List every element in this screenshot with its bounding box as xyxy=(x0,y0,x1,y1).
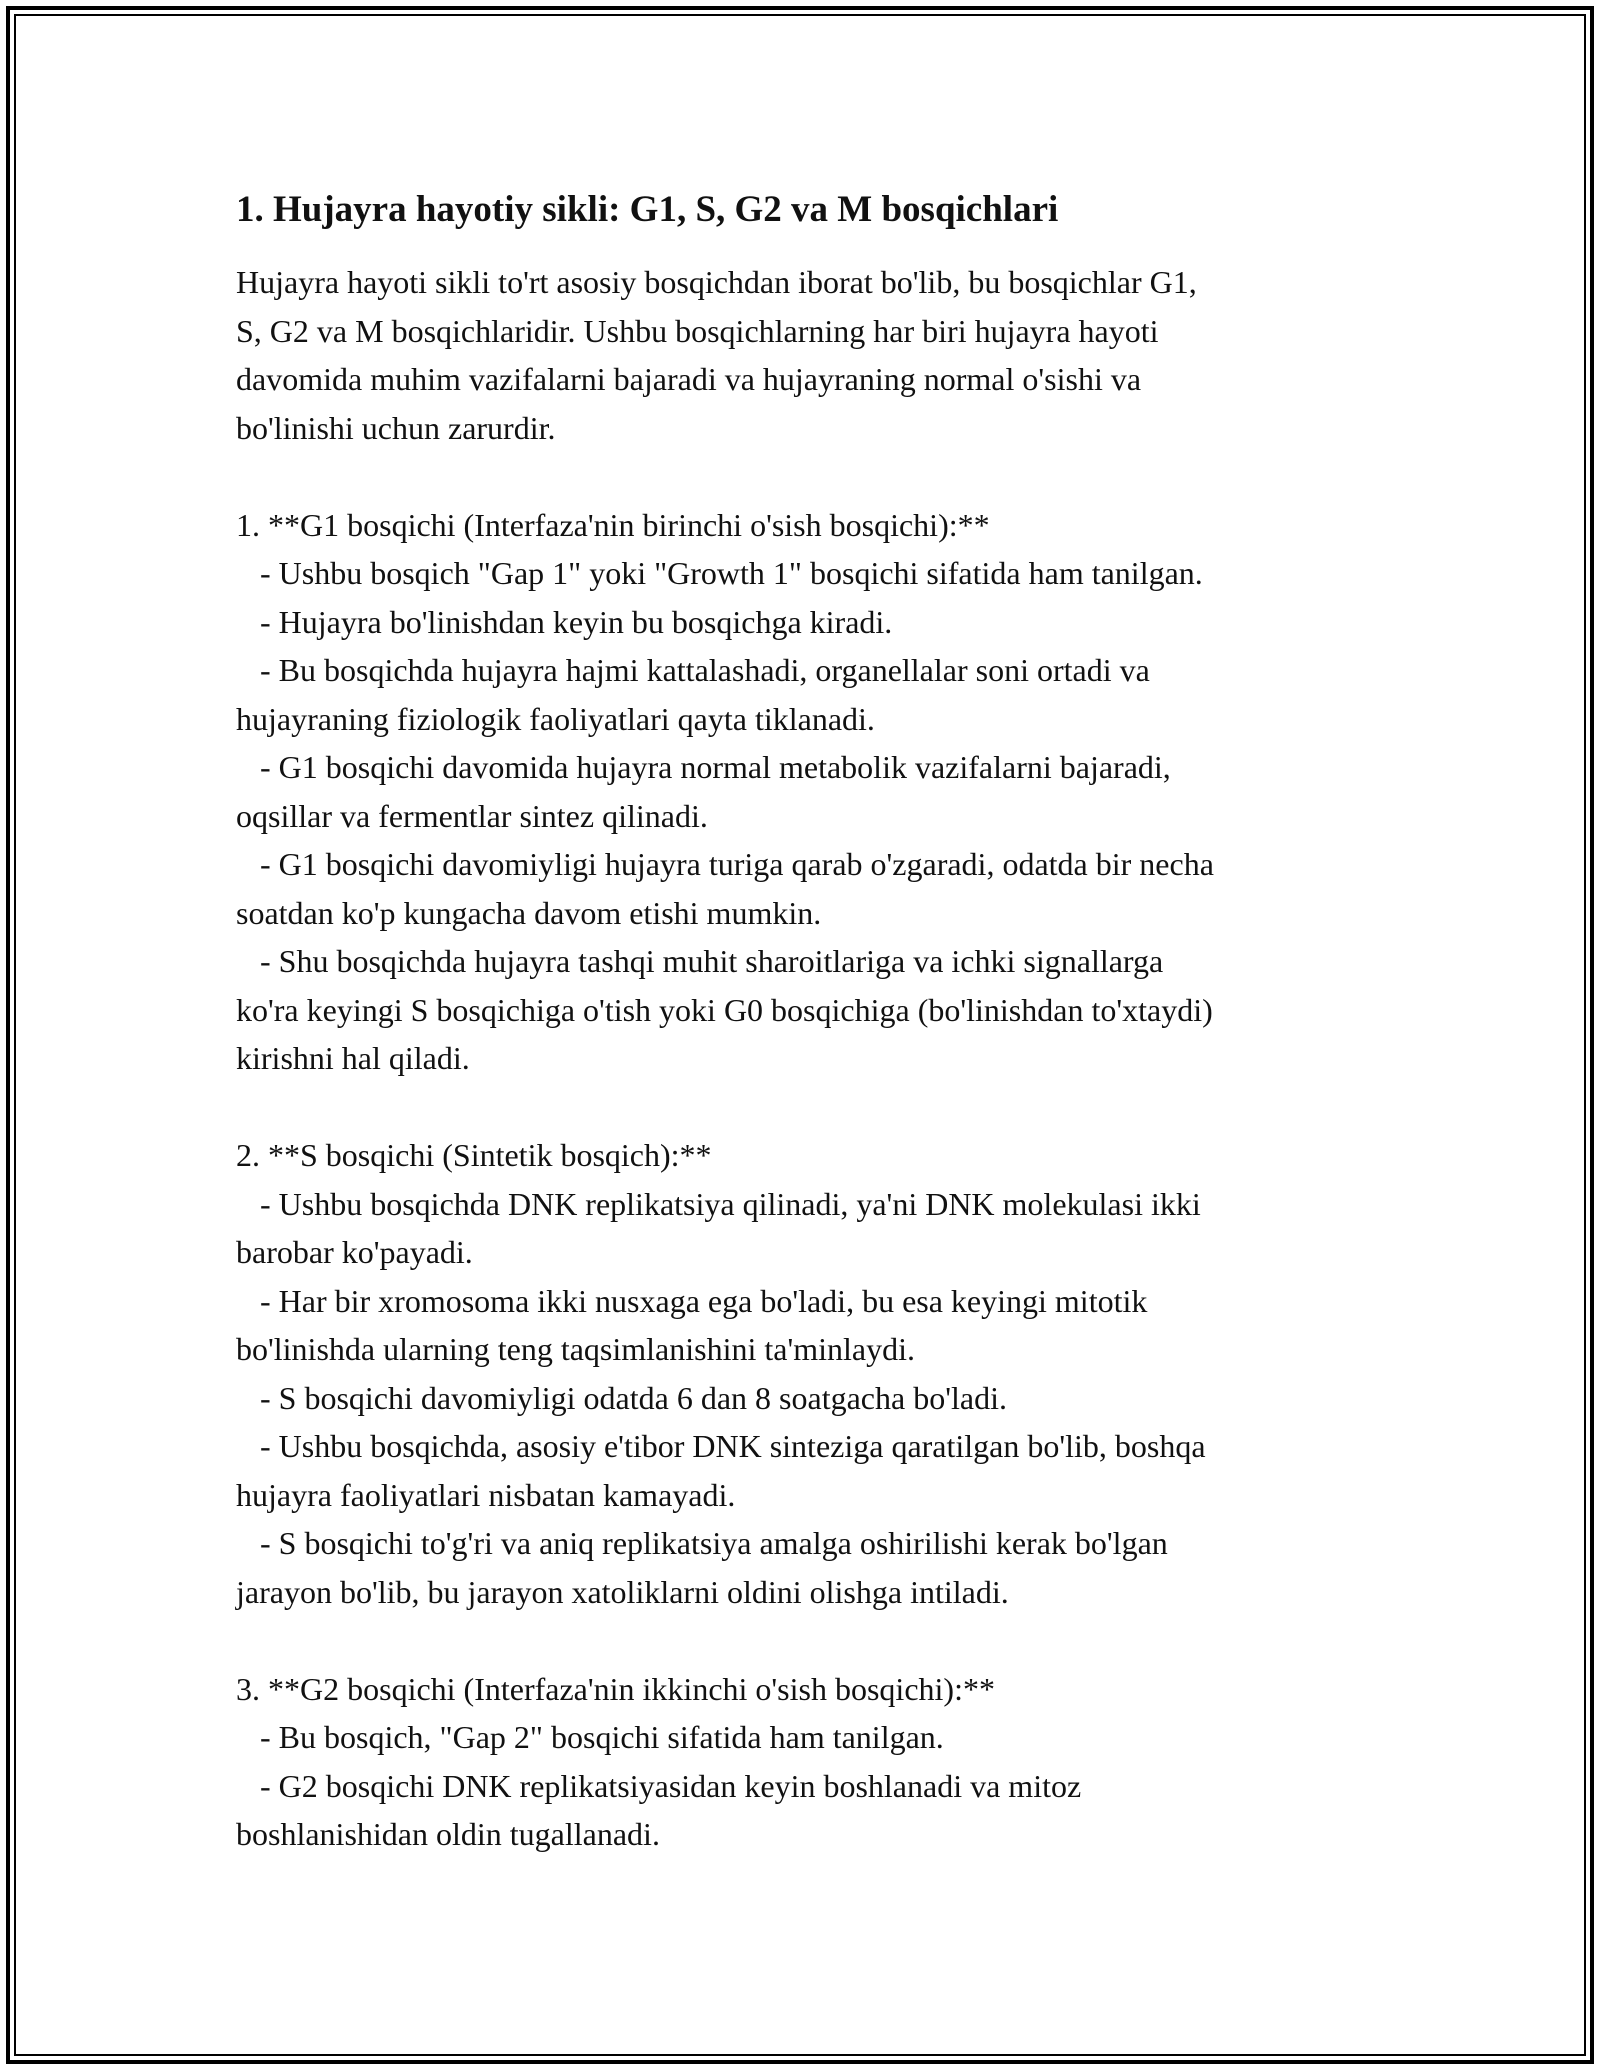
document-body: Hujayra hayoti sikli to'rt asosiy bosqichdan iborat bo'lib, bu bosqichlar G1, S, G2 va M bosqichlaridir. Ushbu bosqichlarning har biri hujayra hayoti davomida muhim vazifalarni bajaradi va hujayraning normal o'sishi va bo'linishi uchun zarurdir. 1. **G1 bosqichi (Interfaza'nin birinchi o'sish bosqichi):** - Ushbu bosqich "Gap 1" yoki "Growth 1" bosqichi sifatida ham tanilgan. - Hujayra bo'linishdan keyin bu bosqichga kiradi. - Bu bosqichda hujayra hajmi kattalashadi, organellalar soni ortadi va hujayraning fiziologik faoliyatlari qayta tiklanadi. - G1 bosqichi davomida hujayra normal metabolik vazifalarni bajaradi, oqsillar va fermentlar sintez qilinadi. - G1 bosqichi davomiyligi hujayra turiga qarab o'zgaradi, odatda bir necha soatdan ko'p kungacha davom etishi mumkin. - Shu bosqichda hujayra tashqi muhit sharoitlariga va ichki signallarga ko'ra keyingi S bosqichiga o'tish yoki G0 bosqichiga (bo'linishdan to'xtaydi) kirishni hal qiladi. 2. **S bosqichi (Sintetik bosqich):** - Ushbu bosqichda DNK replikatsiya qilinadi, ya'ni DNK molekulasi ikki barobar ko'payadi. - Har bir xromosoma ikki nusxaga ega bo'ladi, bu esa keyingi mitotik bo'linishda ularning teng taqsimlanishini ta'minlaydi. - S bosqichi davomiyligi odatda 6 dan 8 soatgacha bo'ladi. - Ushbu bosqichda, asosiy e'tibor DNK sinteziga qaratilgan bo'lib, boshqa hujayra faoliyatlari nisbatan kamayadi. - S bosqichi to'g'ri va aniq replikatsiya amalga oshirilishi kerak bo'lgan jarayon bo'lib, bu jarayon xatoliklarni oldini olishga intiladi. 3. **G2 bosqichi (Interfaza'nin ikkinchi o'sish bosqichi):** - Bu bosqich, "Gap 2" bosqichi sifatida ham tanilgan. - G2 bosqichi DNK replikatsiyasidan keyin boshlanadi va mitoz boshlanishidan oldin tugallanadi. xyxy=(236,264,1214,1852)
document-content xyxy=(236,186,1386,1859)
document-title: 1. Hujayra hayotiy sikli: G1, S, G2 va M bosqichlari xyxy=(236,189,1059,230)
